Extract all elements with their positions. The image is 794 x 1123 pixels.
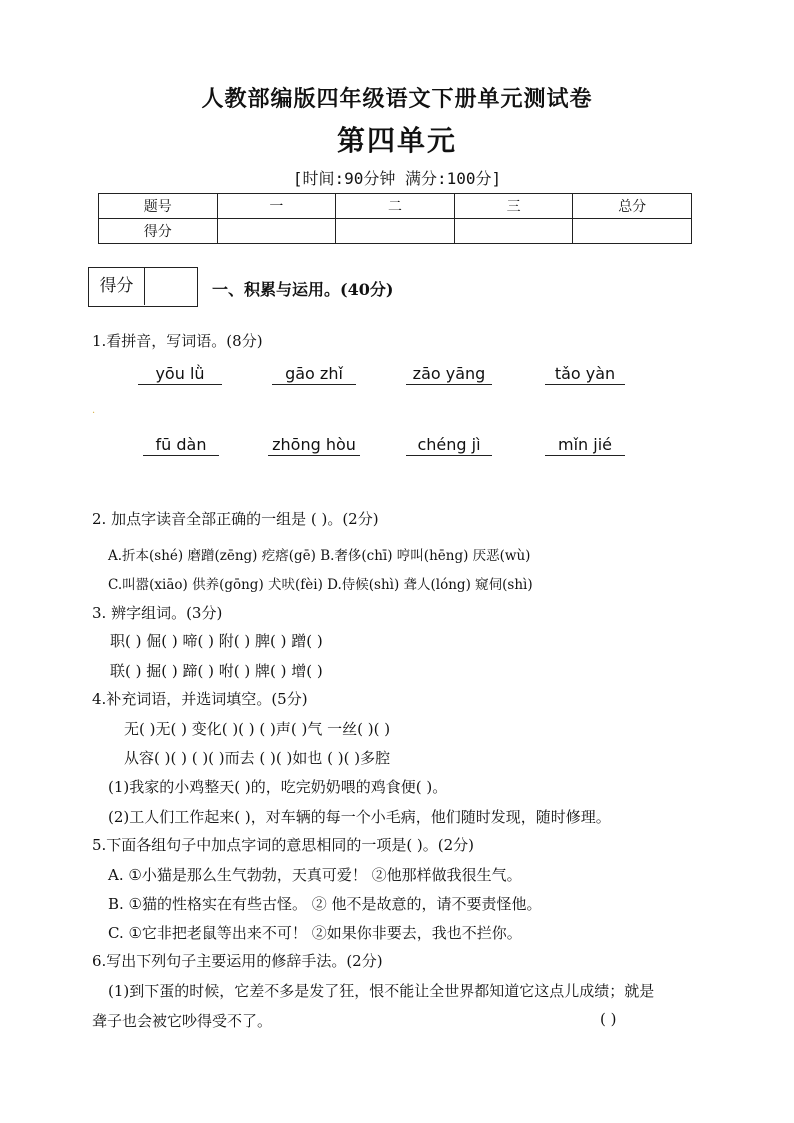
question-3-line: 职( ) 倔( ) 啼( ) 附( ) 脾( ) 蹭( ) xyxy=(110,632,323,650)
score-table-score-row xyxy=(99,219,692,244)
question-5-option-a: A. ①小猫是那么生气勃勃，天真可爱！ ②他那样做我很生气。 xyxy=(108,866,522,884)
question-1-stem: 1.看拼音，写词语。(8分) xyxy=(92,332,263,350)
question-6-sentence: (1)到下蛋的时候，它差不多是发了狂，恨不能让全世界都知道它这点儿成绩；就是 xyxy=(108,982,655,1000)
score-input-cell[interactable] xyxy=(336,219,455,244)
score-input-cell[interactable] xyxy=(217,219,336,244)
score-table-cell: 总分 xyxy=(573,194,692,219)
score-table-cell: 题号 xyxy=(99,194,218,219)
pinyin-item: zāo yāng xyxy=(406,364,492,385)
question-2-options-line: A.折本(shé) 磨蹭(zēng) 疙瘩(gē) B.奢侈(chī) 哼叫(hēng) 厌恶(wù) xyxy=(108,548,531,564)
stray-mark: · xyxy=(92,408,96,419)
pinyin-item: gāo zhǐ xyxy=(272,364,356,385)
question-2-options-line: C.叫嚣(xiāo) 供养(gōng) 犬吠(fèi) D.侍候(shì) 聋人(lóng) 窥伺(shì) xyxy=(108,577,533,593)
score-table-cell: 三 xyxy=(454,194,573,219)
score-table-cell: 得分 xyxy=(99,219,218,244)
question-2-stem: 2. 加点字读音全部正确的一组是 ( )。(2分) xyxy=(92,510,379,528)
pinyin-item: tǎo yàn xyxy=(545,364,625,385)
exam-info: [时间:90分钟 满分:100分] xyxy=(292,169,502,188)
score-input-cell[interactable] xyxy=(573,219,692,244)
score-table-cell: 一 xyxy=(217,194,336,219)
question-5-stem: 5.下面各组句子中加点字词的意思相同的一项是( )。(2分) xyxy=(92,836,475,854)
question-5-option-b: B. ①猫的性格实在有些古怪。 ② 他不是故意的，请不要责怪他。 xyxy=(108,895,542,913)
question-3-line: 联( ) 掘( ) 蹄( ) 咐( ) 牌( ) 增( ) xyxy=(110,662,323,680)
score-table-cell: 二 xyxy=(336,194,455,219)
score-table-header-row xyxy=(99,194,692,219)
pinyin-item: yōu lǜ xyxy=(138,364,222,385)
section-score-label: 得分 xyxy=(89,268,145,305)
question-4-words-line: 从容( )( ) ( )( )而去 ( )( )如也 ( )( )多腔 xyxy=(124,749,391,767)
pinyin-item: zhōng hòu xyxy=(268,435,360,456)
exam-title: 人教部编版四年级语文下册单元测试卷 xyxy=(201,86,593,112)
question-6-answer-blank[interactable]: ( ) xyxy=(600,1010,617,1028)
pinyin-item: fū dàn xyxy=(143,435,219,456)
score-input-cell[interactable] xyxy=(454,219,573,244)
question-4-fill-sentence: (1)我家的小鸡整天( )的，吃完奶奶喂的鸡食便( )。 xyxy=(108,778,448,796)
question-4-fill-sentence: (2)工人们工作起来( )，对车辆的每一个小毛病，他们随时发现，随时修理。 xyxy=(108,808,611,826)
question-4-stem: 4.补充词语，并选词填空。(5分) xyxy=(92,690,308,708)
score-table xyxy=(98,193,692,244)
section-title: 一、积累与运用。(40分) xyxy=(212,280,394,299)
question-4-words-line: 无( )无( ) 变化( )( ) ( )声( )气 一丝( )( ) xyxy=(124,720,391,738)
question-6-sentence-cont: 聋子也会被它吵得受不了。 xyxy=(92,1012,273,1030)
pinyin-item: chéng jì xyxy=(406,435,492,456)
question-6-stem: 6.写出下列句子主要运用的修辞手法。(2分) xyxy=(92,952,383,970)
pinyin-item: mǐn jié xyxy=(545,435,625,456)
section-score-box xyxy=(88,267,198,307)
question-3-stem: 3. 辨字组词。(3分) xyxy=(92,604,223,622)
question-5-option-c: C. ①它非把老鼠等出来不可！ ②如果你非要去，我也不拦你。 xyxy=(108,924,522,942)
unit-title: 第四单元 xyxy=(336,124,457,157)
